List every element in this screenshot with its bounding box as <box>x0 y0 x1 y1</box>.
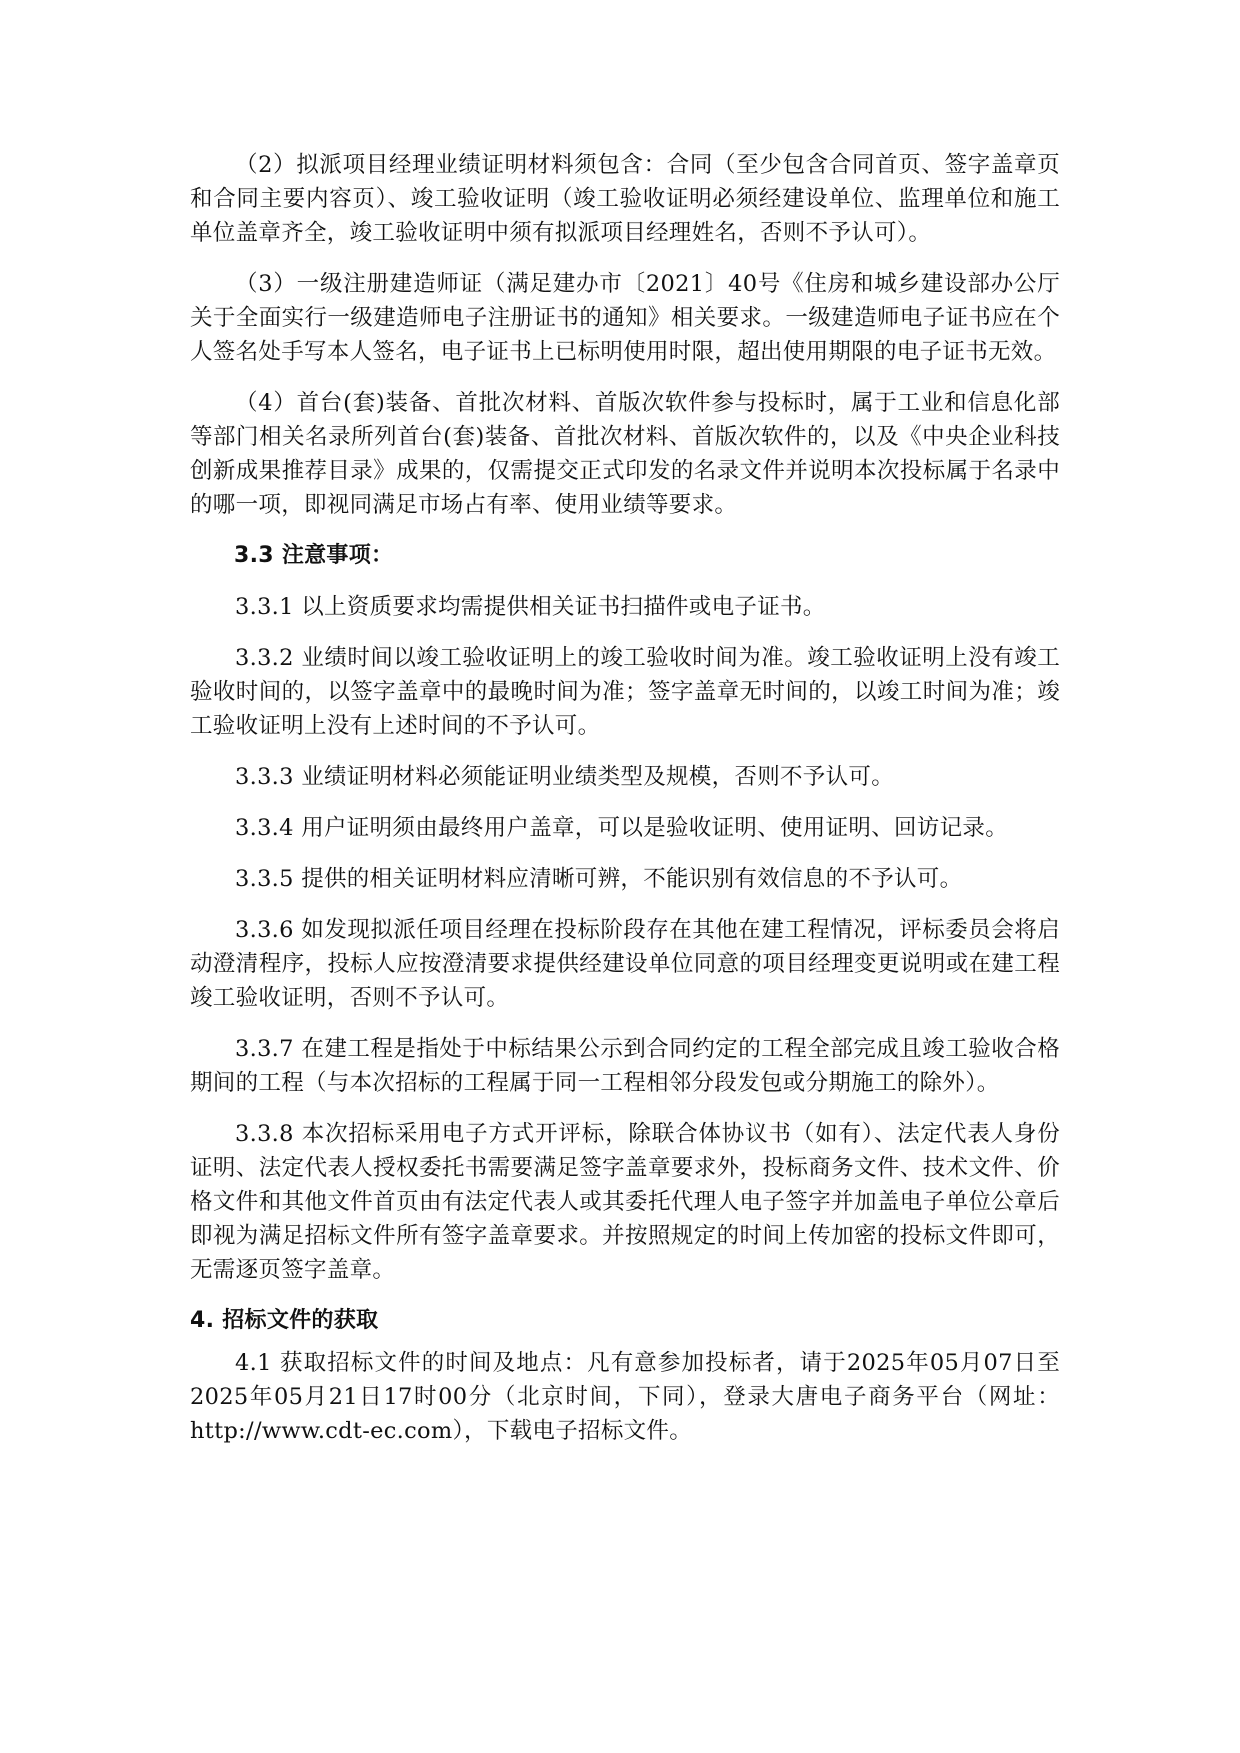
item-3-3-6: 3.3.6 如发现拟派任项目经理在投标阶段存在其他在建工程情况，评标委员会将启动澄清程序，投标人应按澄清要求提供经建设单位同意的项目经理变更说明或在建工程竣工验收证明，否则不予认可。 <box>190 917 1060 1011</box>
item-3-3-5: 3.3.5 提供的相关证明材料应清晰可辨，不能识别有效信息的不予认可。 <box>235 866 963 892</box>
item-3-3-4: 3.3.4 用户证明须由最终用户盖章，可以是验收证明、使用证明、回访记录。 <box>235 815 1009 841</box>
paragraph-3-constructor-certificate: （3）一级注册建造师证（满足建办市〔2021〕40号《住房和城乡建设部办公厅关于全面实行一级建造师电子注册证书的通知》相关要求。一级建造师电子证书应在个人签名处手写本人签名，电子证书上已标明使用时限，超出使用期限的电子证书无效。 <box>190 271 1060 365</box>
paragraph-4-first-equipment: （4）首台(套)装备、首批次材料、首版次软件参与投标时，属于工业和信息化部等部门相关名录所列首台(套)装备、首批次材料、首版次软件的，以及《中央企业科技创新成果推荐目录》成果的，仅需提交正式印发的名录文件并说明本次投标属于名录中的哪一项，即视同满足市场占有率、使用业绩等要求。 <box>190 390 1060 518</box>
paragraph-2-project-manager-performance: （2）拟派项目经理业绩证明材料须包含：合同（至少包含合同首页、签字盖章页和合同主要内容页）、竣工验收证明（竣工验收证明必须经建设单位、监理单位和施工单位盖章齐全，竣工验收证明中须有拟派项目经理姓名，否则不予认可）。 <box>190 152 1060 246</box>
item-4-1: 4.1 获取招标文件的时间及地点：凡有意参加投标者，请于2025年05月07日至2025年05月21日17时00分（北京时间，下同），登录大唐电子商务平台（网址：http://www.cdt-ec.com），下载电子招标文件。 <box>190 1350 1060 1444</box>
document-page <box>190 148 1060 1465</box>
item-3-3-1: 3.3.1 以上资质要求均需提供相关证书扫描件或电子证书。 <box>235 594 826 620</box>
item-3-3-7: 3.3.7 在建工程是指处于中标结果公示到合同约定的工程全部完成且竣工验收合格期间的工程（与本次招标的工程属于同一工程相邻分段发包或分期施工的除外）。 <box>190 1036 1060 1096</box>
section-3-3-heading: 3.3 注意事项： <box>234 543 394 568</box>
section-4-heading: 4. 招标文件的获取 <box>190 1308 379 1333</box>
item-3-3-3: 3.3.3 业绩证明材料必须能证明业绩类型及规模，否则不予认可。 <box>235 764 895 790</box>
item-3-3-2: 3.3.2 业绩时间以竣工验收证明上的竣工验收时间为准。竣工验收证明上没有竣工验收时间的，以签字盖章中的最晚时间为准；签字盖章无时间的，以竣工时间为准；竣工验收证明上没有上述时间的不予认可。 <box>190 645 1060 739</box>
item-3-3-8: 3.3.8 本次招标采用电子方式开评标，除联合体协议书（如有）、法定代表人身份证明、法定代表人授权委托书需要满足签字盖章要求外，投标商务文件、技术文件、价格文件和其他文件首页由有法定代表人或其委托代理人电子签字并加盖电子单位公章后即视为满足招标文件所有签字盖章要求。并按照规定的时间上传加密的投标文件即可，无需逐页签字盖章。 <box>190 1121 1060 1283</box>
